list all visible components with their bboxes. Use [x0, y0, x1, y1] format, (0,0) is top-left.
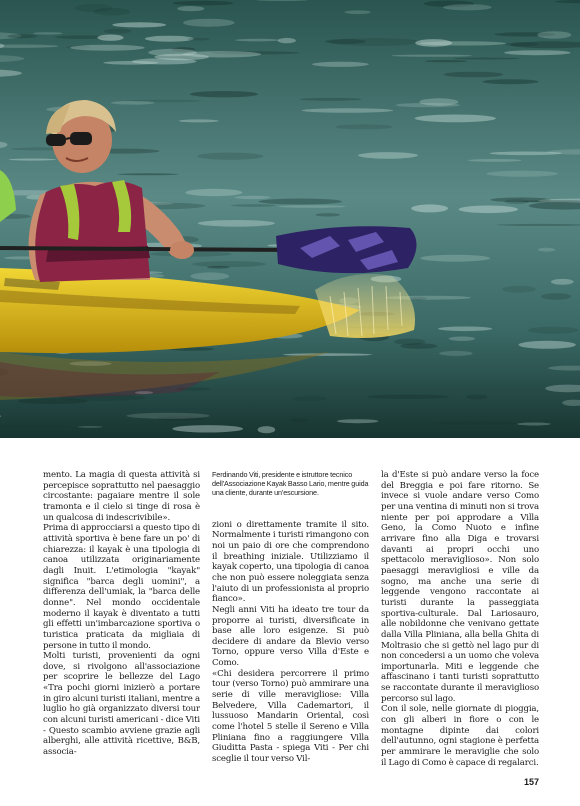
ripple	[312, 62, 369, 67]
ripple	[185, 189, 242, 196]
ripple	[7, 34, 37, 38]
ripple	[172, 425, 243, 432]
ripple	[468, 159, 522, 162]
ripple	[111, 101, 155, 105]
ripple	[411, 204, 448, 212]
ripple	[394, 339, 425, 345]
ripple	[486, 171, 557, 177]
ripple	[519, 341, 576, 349]
ripple	[358, 152, 418, 159]
ripple	[337, 419, 378, 423]
ripple	[517, 423, 550, 426]
ripple	[420, 255, 490, 262]
ripple	[258, 426, 276, 433]
ripple	[302, 108, 393, 113]
ripple	[444, 72, 504, 78]
ripple	[415, 115, 496, 123]
ripple	[459, 206, 518, 214]
ripple	[197, 153, 263, 160]
ripple	[117, 173, 178, 175]
ripple	[443, 4, 492, 10]
ripple	[292, 396, 327, 401]
text-column-2	[212, 470, 369, 770]
ripple	[112, 22, 166, 27]
photo-caption: Ferdinando Viti, presidente e istruttore tecnico dell'Associazione Kayak Basso Lario, mentre guida una cliente, durante un'escursione.	[212, 470, 369, 498]
ripple	[234, 196, 270, 199]
ripple	[449, 337, 475, 341]
ripple	[97, 35, 123, 41]
paragraph: Prima di approcciarsi a questo tipo di attività sportiva è bene fare un po' di chiarezza: il kayak è una tipologia di canoa utilizzata originariamente dagli Inuit. L'etimologia "kayak" significa "barca degli uomini", a differenza dell'umiak, la "barca delle donne". Nel mondo occidentale moderno il kayak è diventato a tutti gli effetti un'imbarcazione sportiva o turistica praticata da migliaia di persone in tutto il mondo.	[43, 523, 200, 651]
ripple	[173, 1, 234, 6]
ripple	[502, 286, 535, 293]
paragraph: Molti turisti, provenienti da ogni dove, si rivolgono all'associazione per scoprire le bellezze del Lago «Tra pochi giorni inizierò a portare in giro alcuni turisti italiani, mentre a luglio ho già organizzato diversi tour con alcuni turisti americani - dice Viti - Questo scambio avviene grazie agli alberghi, alle attività ricettive, B&B, associa-	[43, 651, 200, 758]
sunglasses	[46, 134, 66, 146]
paddle-shaft	[0, 248, 300, 250]
ripple	[290, 418, 309, 422]
ripple	[70, 45, 144, 51]
paragraph: Negli anni Viti ha ideato tre tour da proporre ai turisti, diversificate in base alle loro esigenze. Si può decidere di andare da Blevio verso Torno, oppure verso Villa d'Este e Como.	[212, 604, 369, 669]
ripple	[192, 261, 266, 267]
ripple	[541, 293, 571, 300]
ripple	[439, 351, 473, 356]
ripple	[551, 279, 574, 285]
ripple	[483, 79, 539, 84]
paragraph: «Chi desidera percorrere il primo tour (verso Torno) può ammirare una serie di ville meravigliose: Villa Belvedere, Villa Cademartori, il lussuoso Mandarin Oriental, così come l'hotel 5 stelle il Sereno e Villa Pliniana fino a raggiungere Villa Giuditta Pasta - spiega Viti - Per chi sceglie il tour verso Vil-	[212, 668, 369, 765]
ripple	[9, 159, 57, 161]
ripple	[425, 60, 467, 62]
ripple	[179, 119, 219, 122]
ripple	[231, 204, 276, 207]
ripple	[94, 8, 131, 16]
ripple	[432, 421, 519, 424]
ripple	[33, 32, 63, 34]
paragraph: zioni o direttamente tramite il sito. Normalmente i turisti rimangono con noi un paio di ore che comprendono il breathing iniziale. Utilizziamo il kayak coperto, una tipologia di canoa che non può essere noleggiata senza l'aiuto di un professionista al proprio fianco».	[212, 519, 369, 605]
ripple	[183, 19, 234, 27]
ripple	[453, 58, 520, 60]
ripple	[391, 55, 472, 57]
ripple	[278, 205, 345, 208]
ripple	[190, 272, 229, 280]
ripple	[315, 213, 340, 216]
ripple	[278, 38, 296, 43]
ripple	[103, 61, 158, 65]
ripple	[330, 38, 420, 46]
ripple	[198, 220, 275, 227]
ripple	[177, 6, 204, 11]
ripple	[188, 38, 210, 41]
ripple	[528, 327, 578, 334]
ripple	[538, 248, 555, 252]
ripple	[489, 152, 562, 156]
ripple	[537, 31, 571, 38]
ripple	[207, 266, 230, 269]
ripple	[235, 39, 280, 42]
text-column-3	[381, 470, 539, 770]
ripple	[104, 29, 132, 34]
ripple	[367, 395, 449, 399]
ripple	[283, 353, 372, 356]
ripple	[438, 327, 492, 332]
ripple	[78, 426, 103, 428]
ripple	[335, 124, 392, 129]
page-number: 157	[523, 777, 539, 787]
ripple	[148, 49, 197, 56]
ripple	[344, 10, 370, 14]
paddle-blade	[276, 226, 417, 273]
ripple	[466, 395, 487, 400]
paragraph: la d'Este si può andare verso la foce del Breggia e poi fare ritorno. Se invece si vuole andare verso Como per una ventina di minuti non si trova niente per poi approdare a Villa Geno, la Como Nuoto e infine arrivare fino alla Diga e trovarsi davanti ai propri occhi uno spettacolo meraviglioso». Non solo paesaggi meravigliosi e ville da sogno, ma anche una serie di leggende vengono raccontate ai turisti durante la passeggiata sportiva-culturale. Dal Lariosauro, alle nobildonne che venivano gettate dalla Villa Pliniana, alla bella Ghita di Moltrasio che si gettò nel lago pur di non concedersi a un uomo che voleva importunarla. Miti e leggende che affascinano i tanti turisti soprattutto se raccontate durante il meraviglioso percorso sul lago.	[381, 470, 539, 704]
ripple	[145, 36, 194, 42]
ripple	[190, 91, 258, 97]
ripple	[504, 50, 570, 55]
text-column-1	[43, 470, 200, 770]
ripple	[396, 103, 460, 107]
ripple	[420, 41, 506, 45]
life-vest	[35, 181, 150, 282]
paragraph: Con il sole, nelle giornate di pioggia, con gli alberi in fiore o con le montagne dipinte dai colori dell'autunno, ogni stagione è perfetta per ammirare le meraviglie che solo il Lago di Como è capace di regalarci.	[381, 704, 539, 768]
ripple	[259, 199, 343, 205]
paragraph: mento. La magia di questa attività si percepisce soprattutto nel paesaggio circostante: pagaiare mentre il sole tramonta e il cielo si tinge di rosa è un qualcosa di indescrivibile».	[43, 470, 200, 523]
ripple	[300, 98, 362, 101]
ripple	[127, 413, 210, 419]
